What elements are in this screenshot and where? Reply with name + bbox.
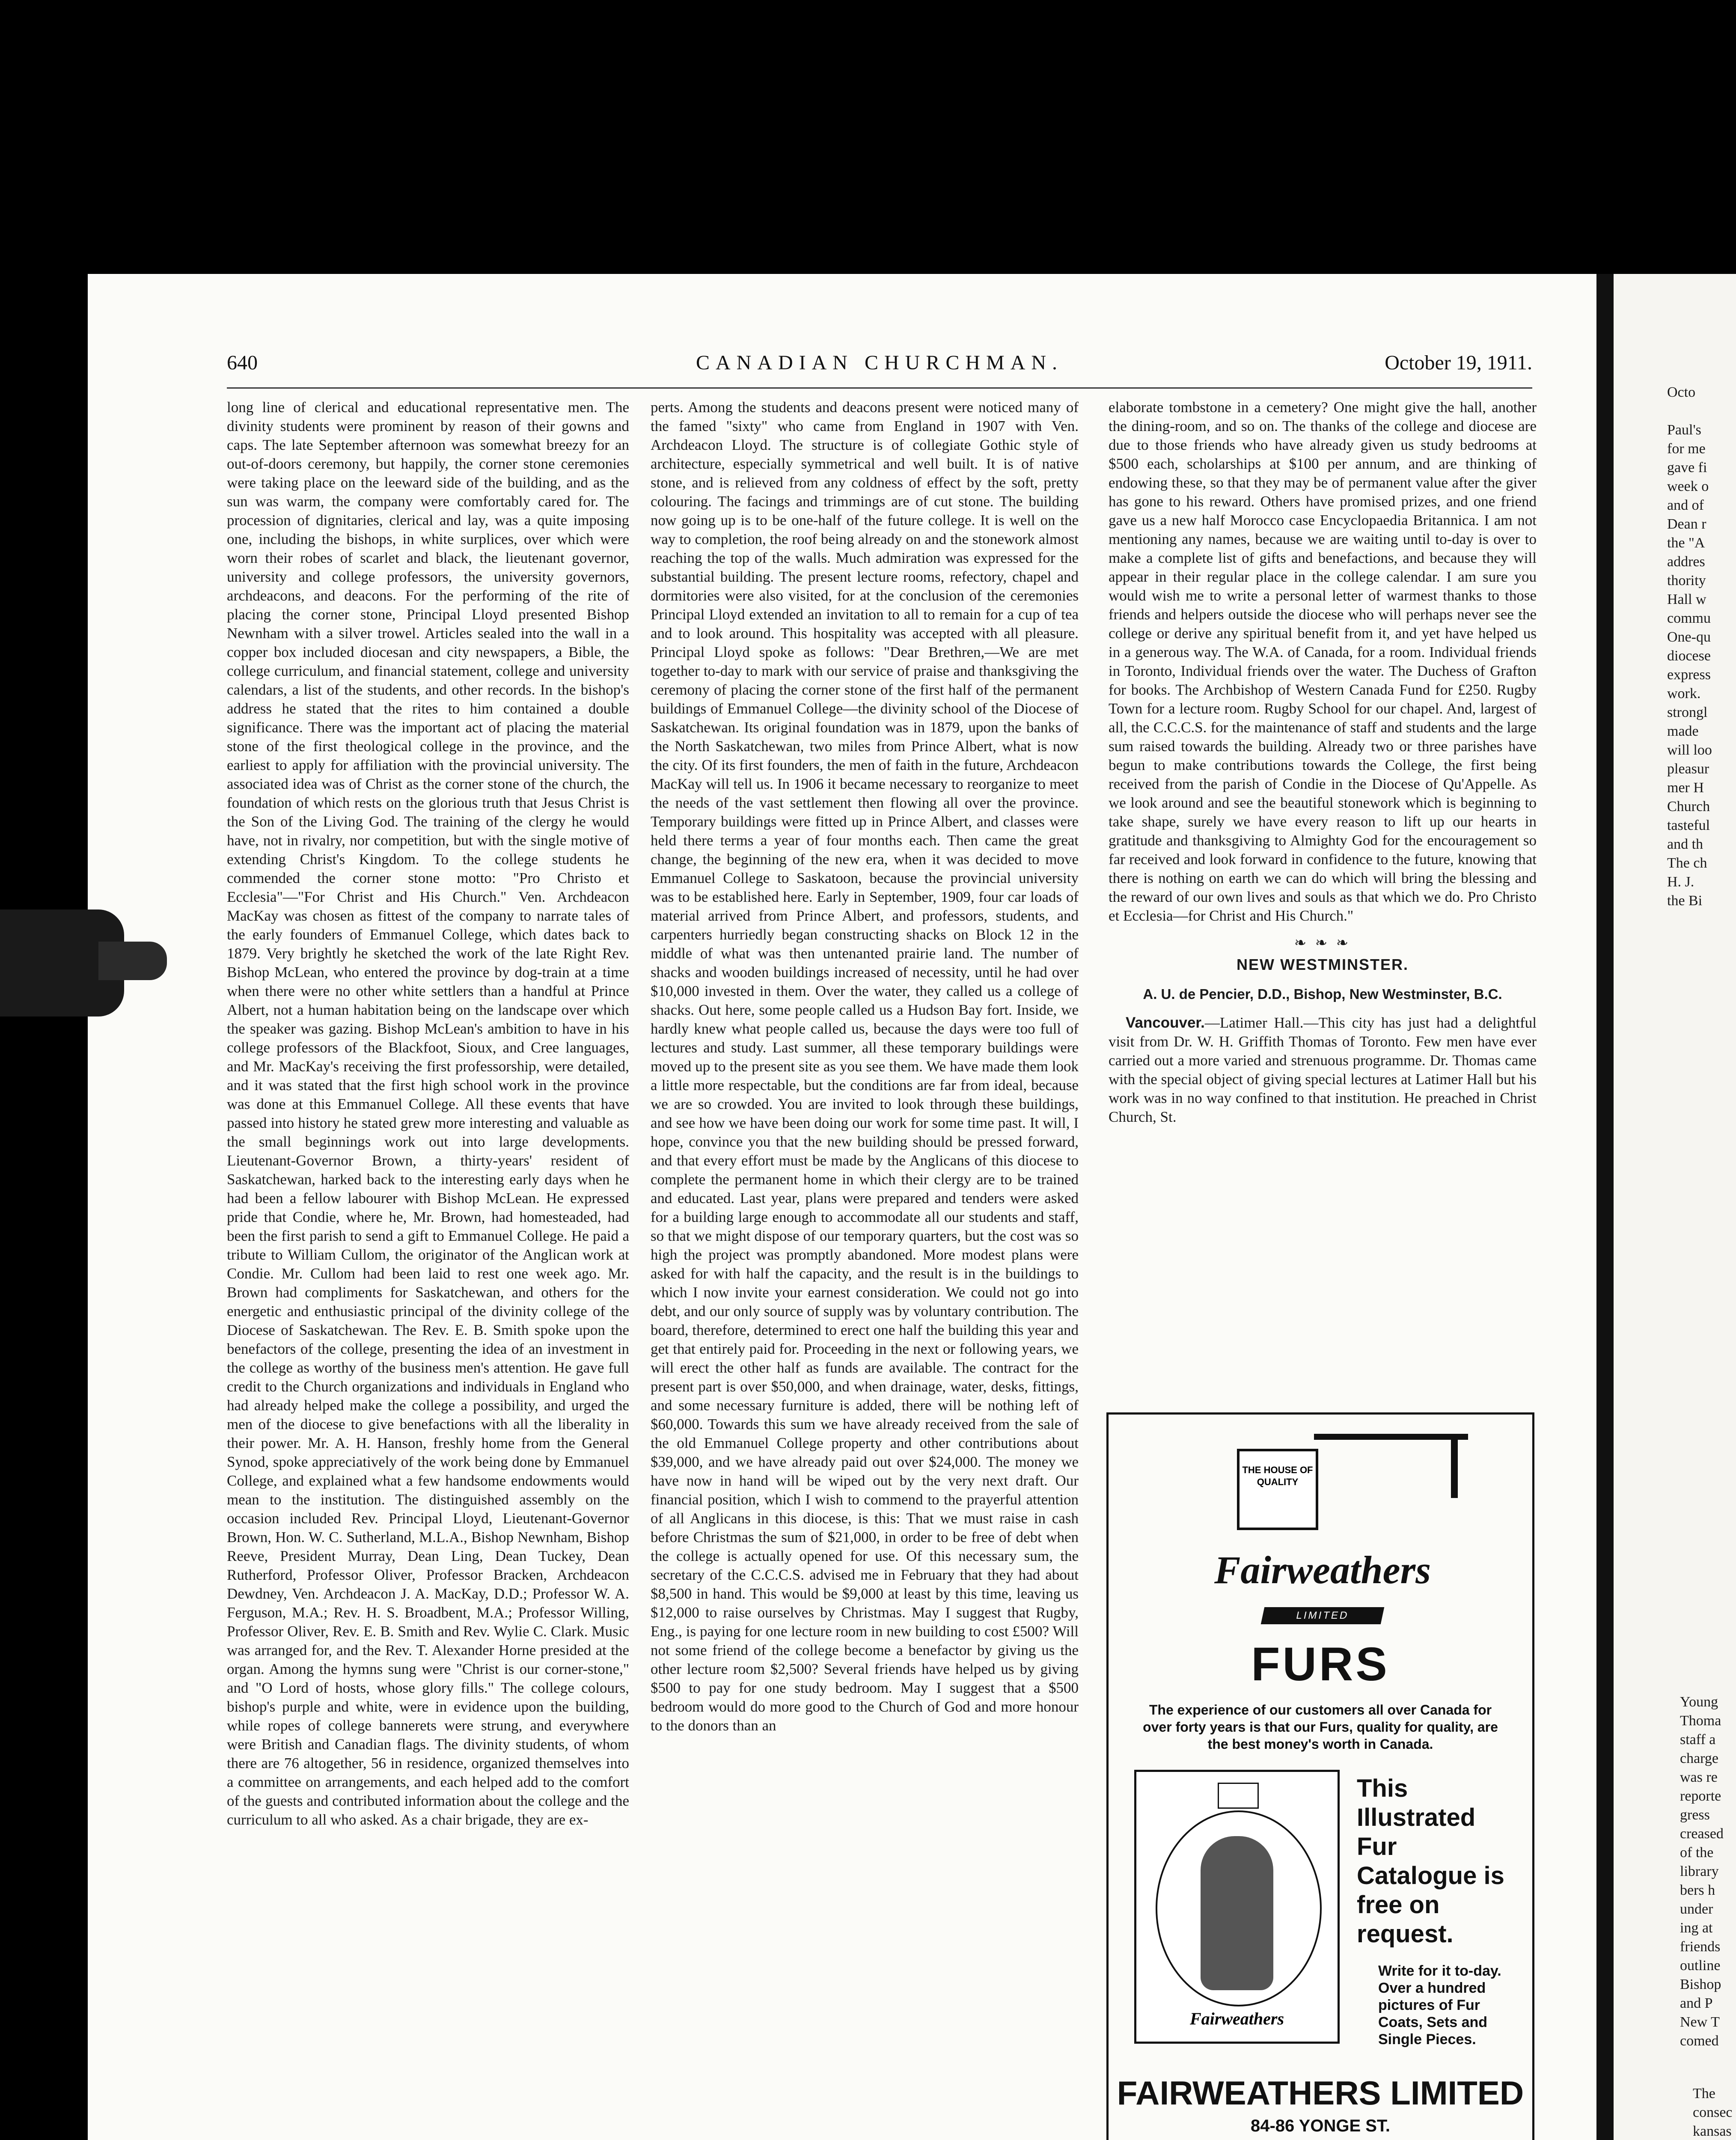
next-page-line xyxy=(1667,402,1712,421)
next-page-line: addres xyxy=(1667,554,1705,570)
next-page-line: mer H xyxy=(1667,780,1704,796)
page-gutter xyxy=(1596,274,1614,2140)
next-page-line: week o xyxy=(1667,479,1709,494)
next-page-line: gress xyxy=(1680,1807,1710,1823)
page-header xyxy=(227,351,1532,389)
next-page-line: Thoma xyxy=(1680,1713,1721,1729)
next-page-line: Church xyxy=(1667,799,1710,814)
dateline: Vancouver. xyxy=(1126,1014,1205,1031)
next-page-line: under xyxy=(1680,1901,1713,1917)
next-page-fragment-top xyxy=(1667,383,1712,910)
fairweathers-advertisement xyxy=(1106,1412,1534,2140)
diocese-heading: NEW WESTMINSTER. xyxy=(1237,956,1409,973)
publication-title: CANADIAN CHURCHMAN. xyxy=(696,351,1064,374)
issue-date: October 19, 1911. xyxy=(1385,351,1532,374)
next-page-line: comed xyxy=(1680,2033,1719,2049)
diocesan-news xyxy=(1109,1014,1537,1126)
next-page-line: and P xyxy=(1680,1995,1713,2011)
next-page-line: Paul's xyxy=(1667,422,1701,438)
next-page-line: tasteful xyxy=(1667,817,1710,833)
catalogue-illustration xyxy=(1134,1770,1340,2044)
next-page-line: the "A xyxy=(1667,535,1705,551)
next-page-line: diocese xyxy=(1667,648,1711,664)
column-2-text: perts. Among the students and deacons present were noticed many of the famed "sixty" who came from England in 1907 with Ven. Archdeacon Lloyd. The structure is of collegiate Gothic style of architecture, especially symmetrical and well built. It is of native stone, and is relieved from any coldness of effect by the soft, pretty colouring. The facings and trimmings are of cut stone. The building now going up is to be one-half of the future college. It is well on the way to completion, the roof being already on and the stonework almost reaching the top of the walls. Much admiration was expressed for the substantial building. The present lecture rooms, refectory, chapel and dormitories were also visited, for at the conclusion of the ceremonies Principal Lloyd extended an invitation to all to remain for a cup of tea and to look around. This hospitality was accepted with all pleasure. Principal Lloyd spoke as follows: "Dear Brethren,—We are met together to-day to mark with our service of praise and thanksgiving the ceremony of placing the corner stone of the first half of the permanent buildings of Emmanuel College—the divinity school of the Diocese of Saskatchewan. Its original foundation was in 1879, upon the banks of the North Saskatchewan, two miles from Prince Albert, what is now the city. Of its first founders, the men of faith in the future, Archdeacon MacKay will tell us. In 1906 it became necessary to reorganize to meet the needs of the vast settlement then flowing all over the province. Temporary buildings were fitted up in Prince Albert, and classes were held there terms a year of four months each. Then came the great change, the beginning of the new era, when it was decided to move Emmanuel College to Saskatoon, because the provincial university was to be established here. Early in September, 1909, four car loads of material arrived from Prince Albert, and professors, students, and carpenters hurriedly began constructing shacks on Block 12 in the middle of what was then untenanted prairie land. The number of shacks and wooden buildings increased of necessity, until he had over $10,000 invested in them. Over the water, they called us a college of shacks. Out here, some people called us a Hudson Bay fort. Inside, we hardly knew what people called us, because the days were too full of lectures and study. Last summer, all these temporary buildings were moved up to the present site as you see them. We have made them look a little more respectable, but the conditions are far from ideal, because we are so crowded. You are invited to look through these buildings, and see how we have been doing our work for some time past. It will, I hope, convince you that the new building should be pressed forward, and that every effort must be made by the Anglicans of this diocese to complete the permanent home in which their clergy are to be trained and educated. Last year, plans were prepared and tenders were asked for a building large enough to accommodate all our students and staff, so that we might dispose of our temporary quarters, but the cost was so high the project was promptly abandoned. More modest plans were asked for with half the capacity, and the result is in the buildings to which I now invite your earnest consideration. We could not go into debt, and our only source of supply was by voluntary contribution. The board, therefore, determined to erect one half the building this year and get that entirely paid for. Proceeding in the next or following years, we will erect the other half as funds are available. The contract for the present part is over $50,000, and when drainage, water, desks, fittings, and some necessary furniture is added, there will be nothing left of $60,000. Towards this sum we have already received from the sale of the old Emmanuel College property and other contributions about $39,000, and we have already paid out over $24,000. The money we have now in hand will be wiped out by the very next draft. Our financial position, which I wish to commend to the prayerful attention of all Anglicans in this diocese, is this: That we must raise in cash before Christmas the sum of $21,000, in order to be free of debt when the college is actually opened for use. Of this necessary sum, the secretary of the C.C.C.S. advised me in February that they had about $8,500 in hand. This would be $9,000 at least by this time, leaving us $12,000 to raise ourselves by Christmas. May I suggest that Rugby, Eng., is paying for one lecture room in new building to cost £500? Will not some friend of the college become a benefactor by giving us the other lecture room $2,500? Several friends have helped us by giving $500 to pay for one study bedroom. May I suggest that a $500 bedroom would do more good to the Church of God and more honour to the donors than an xyxy=(651,399,1079,1734)
next-page-line: New T xyxy=(1680,2014,1720,2030)
next-page-line: thority xyxy=(1667,573,1706,588)
next-page-line: kansas xyxy=(1693,2123,1732,2139)
next-page-line: One-qu xyxy=(1667,629,1711,645)
next-page-fragment-middle xyxy=(1680,1693,1724,2051)
next-page-line: of the xyxy=(1680,1845,1714,1861)
next-page-line: and th xyxy=(1667,836,1703,852)
bishop-line: A. U. de Pencier, D.D., Bishop, New Westminster, B.C. xyxy=(1143,986,1502,1002)
next-page-line: The xyxy=(1693,2086,1715,2101)
next-page-line: work. xyxy=(1667,686,1701,701)
column-1 xyxy=(227,398,629,2140)
next-page-line: will loo xyxy=(1667,742,1712,758)
next-page-line: Young xyxy=(1680,1694,1718,1710)
next-page-line: library xyxy=(1680,1864,1719,1879)
next-page-fragment-lower xyxy=(1693,2084,1734,2140)
catalogue-details: Write for it to-day. Over a hundred pictures of Fur Coats, Sets and Single Pieces. xyxy=(1378,1963,1501,2048)
next-page-line: Hall w xyxy=(1667,591,1706,607)
next-page-line: strongl xyxy=(1667,704,1708,720)
next-page-line: outline xyxy=(1680,1958,1721,1974)
next-page-line: gave fi xyxy=(1667,460,1707,476)
header-rule xyxy=(227,387,1532,389)
next-page-line: creased xyxy=(1680,1826,1724,1842)
next-page-line: Octo xyxy=(1667,384,1696,400)
column-3 xyxy=(1109,398,1537,1400)
woman-in-fur-figure xyxy=(1201,1836,1273,1990)
next-page-line: charge xyxy=(1680,1751,1718,1766)
news-text: —Latimer Hall.—This city has just had a delightful visit from Dr. W. H. Griffith Thomas of Toronto. Few men have ever carried out a more varied and strenuous programme. Dr. Thomas came with the special object of giving special lectures at Latimer Hall but his work was in no way confined to that institution. He preached in Christ Church, St. xyxy=(1109,1014,1537,1125)
next-page-line: for me xyxy=(1667,441,1706,457)
next-page-line: the Bi xyxy=(1667,893,1703,909)
next-page-line: Bishop xyxy=(1680,1977,1721,1992)
company-address: 84-86 YONGE ST. xyxy=(1250,2116,1391,2135)
next-page-line: commu xyxy=(1667,610,1711,626)
next-page-line: staff a xyxy=(1680,1732,1716,1748)
next-page-line: ing at xyxy=(1680,1920,1713,1936)
column-1-text: long line of clerical and educational representative men. The divinity students were prominent by reason of their gowns and caps. The late September afternoon was somewhat breezy for an out-of-doors ceremony, but happily, the corner stone ceremonies were taking place on the leeward side of the building, and as the sun was warm, the company were comfortably cared for. The procession of dignitaries, clerical and lay, was a quite imposing one, including the bishops, in white surplices, over which were worn their robes of scarlet and black, the lieutenant governor, university and college professors, the university governors, archdeacons, and deacons. For the performing of the rite of placing the corner stone, Principal Lloyd presented Bishop Newnham with a silver trowel. Articles sealed into the wall in a copper box included diocesan and city newspapers, a Bible, the college curriculum, and financial statement, college and university calendars, a list of the students, and other records. In the bishop's address he stated that the rites to him contained a double significance. There was the important act of placing the material stone of the first theological college in the province, and the earliest to apply for affiliation with the provincial university. The associated idea was of Christ as the corner stone of the church, the foundation of which rests on the glorious truth that Jesus Christ is the Son of the Living God. The training of the clergy he would have, not in rivalry, nor competition, but with the single motive of extending Christ's Kingdom. To the college students he commended the corner stone motto: "Pro Christo et Ecclesia"—"For Christ and His Church." Ven. Archdeacon MacKay was chosen as fittest of the company to narrate tales of the early founders of Emmanuel College, which dates back to 1879. Very brightly he sketched the work of the late Right Rev. Bishop McLean, who entered the province by dog-train at a time when there were no other white settlers than a handful at Prince Albert, not a human habitation being on the landscape over which the speaker was gazing. Bishop McLean's ambition to have in his college professors of the Blackfoot, Sioux, and Cree languages, and Mr. MacKay's receiving the first professorship, were detailed, and it was stated that the first high school work in the province was done at this Emmanuel College. All these events that have passed into history he stated grew more interesting and valuable as the small beginnings work out into large developments. Lieutenant-Governor Brown, a thirty-years' resident of Saskatchewan, harked back to the interesting early days when he had been a fellow labourer with Bishop McLean. He expressed pride that Condie, where he, Mr. Brown, had homesteaded, had been the first parish to send a gift to Emmanuel College. He paid a tribute to William Cullom, the originator of the Anglican work at Condie. Mr. Cullom had been laid to rest one week ago. Mr. Brown had compliments for Saskatchewan, and others for the energetic and enthusiastic principal of the divinity college of the Diocese of Saskatchewan. The Rev. E. B. Smith spoke upon the benefactors of the college, presenting the idea of an investment in the college as worthy of the business men's attention. He gave full credit to the Church organizations and individuals in England who had already helped make the college a possibility, and urged the men of the diocese to give benefactions with all the liberality in their power. Mr. A. H. Hanson, freshly home from the General Synod, spoke appreciatively of the work being done by Emmanuel College, and explained what a few handsome endowments would mean to the institution. The distinguished assembly on the occasion included Rev. Principal Lloyd, Lieutenant-Governor Brown, Hon. W. C. Sutherland, M.L.A., Bishop Newnham, Bishop Reeve, President Murray, Dean Ling, Dean Tuckey, Dean Rutherford, Professor Oliver, Professor Bracken, Archdeacon Dewdney, Ven. Archdeacon J. A. MacKay, D.D.; Professor W. A. Ferguson, M.A.; Rev. H. S. Broadbent, M.A.; Professor Willing, Professor Oliver, Rev. E. B. Smith and Rev. Wylie C. Clark. Music was arranged for, and the Rev. T. Alexander Horne presided at the organ. Among the hymns sung were "Christ is our corner-stone," and "O Lord of hosts, whose glory fills." The college colours, bishop's purple and white, were in evidence upon the building, while ropes of college bannerets were strung, and everywhere were British and Canadian flags. The divinity students, of whom there are 76 altogether, 56 in residence, organized themselves into a committee on arrangements, and each helped add to the comfort of the guests and contributed information about the college and the curriculum to all who asked. As a chair brigade, they are ex- xyxy=(227,399,629,1828)
next-page-line: The ch xyxy=(1667,855,1707,871)
ad-headline: FURS xyxy=(1251,1638,1390,1691)
house-of-quality-sign: THE HOUSE OF QUALITY xyxy=(1237,1449,1318,1530)
next-page-line: express xyxy=(1667,667,1711,683)
column-2 xyxy=(651,398,1079,2140)
next-page-line: was re xyxy=(1680,1769,1718,1785)
ad-tagline: The experience of our customers all over Canada for over forty years is that our Furs, quality for quality, are the best money's worth in Canada. xyxy=(1143,1702,1498,1752)
next-page-line: consec xyxy=(1693,2104,1733,2120)
next-page-line: friends xyxy=(1680,1939,1721,1955)
signpost-arm xyxy=(1314,1434,1468,1440)
brand-logo: Fairweathers xyxy=(1214,1548,1431,1592)
page-number: 640 xyxy=(227,351,258,374)
column-3-text: elaborate tombstone in a cemetery? One might give the hall, another the dining-room, and so on. The thanks of the college and diocese are due to those friends who have already given us study bedrooms at $500 each, scholarships at $100 per annum, and are thinking of endowing these, so that they may be of permanent value after the giver has gone to his reward. Others have promised prizes, and one friend gave us a new half Morocco case Encyclopaedia Britannica. I am not mentioning any names, because we are waiting until to-day is over to make a complete list of gifts and benefactions, and because they will appear in their regular place in the college calendar. I am sure you would wish me to write a personal letter of warmest thanks to those friends and helpers outside the diocese who will perhaps never see the college or derive any spiritual benefit from it, and yet have helped us in a generous way. The W.A. of Canada, for a room. Individual friends in Toronto, Individual friends over the water. The Duchess of Grafton for books. The Archbishop of Western Canada Fund for £250. Rugby Town for a lecture room. Rugby School for our chapel. And, largest of all, the C.C.C.S. for the maintenance of staff and students and the large sum raised towards the building. Already two or three parishes have begun to make contributions towards the College, the first being received from the parish of Condie in the Diocese of Qu'Appelle. As we look around and see the beautiful stonework which is beginning to take shape, surely we have every reason to lift up our hearts in gratitude and thanksgiving to Almighty God for the encouragement so far received and look forward in confidence to the future, knowing that there is nothing on earth we can do which will bring the blessing and the reward of our own lives and souls as that which we do. Pro Christo et Ecclesia—for Christ and His Church." xyxy=(1109,399,1537,924)
next-page-line: pleasur xyxy=(1667,761,1709,777)
next-page-line: Dean r xyxy=(1667,516,1706,532)
company-name: FAIRWEATHERS LIMITED xyxy=(1117,2074,1524,2112)
next-page-line: and of xyxy=(1667,497,1704,513)
signpost-pole xyxy=(1451,1434,1458,1498)
next-page-line: made xyxy=(1667,723,1699,739)
next-page-line: reporte xyxy=(1680,1788,1721,1804)
next-page-line: H. J. xyxy=(1667,874,1694,890)
binding-clip-tab xyxy=(98,942,167,980)
brand-logo-banner: LIMITED xyxy=(1261,1607,1385,1624)
catalogue-brand: Fairweathers xyxy=(1189,2009,1284,2028)
section-divider: ❧ ❧ ❧ xyxy=(1294,935,1351,951)
catalogue-emblem xyxy=(1218,1783,1259,1809)
next-page-line: bers h xyxy=(1680,1882,1715,1898)
catalogue-offer: This Illustrated Fur Catalogue is free on request. xyxy=(1357,1774,1504,1948)
